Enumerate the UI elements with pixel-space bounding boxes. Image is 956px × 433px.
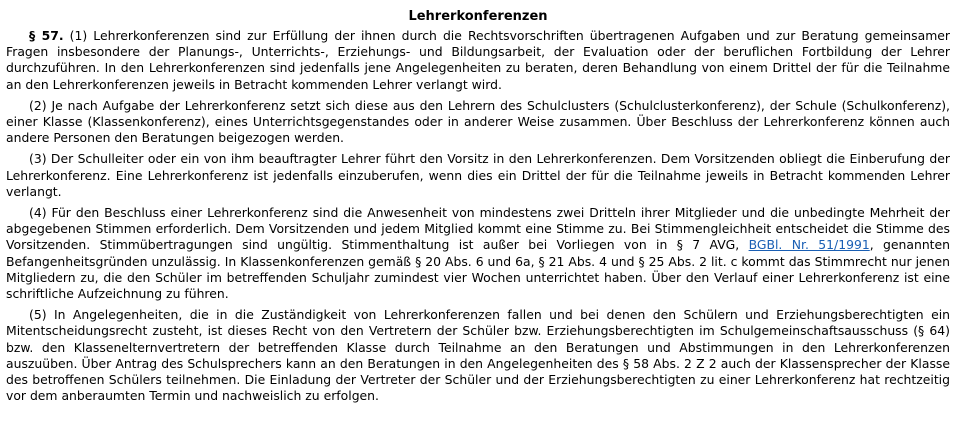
paragraph-3 — [6, 151, 950, 200]
paragraph-3-text: (3) Der Schulleiter oder ein von ihm beauftragter Lehrer führt den Vorsitz in den Lehrerkonferenzen. Dem Vorsitzenden obliegt die Einberufung der Lehrerkonferenz. Eine Lehrerkonferenz ist jedenfalls einzuberufen, wenn dies ein Drittel der für die Teilnahme jeweils in Betracht kommenden Lehrer verlangt. — [6, 151, 950, 199]
paragraph-1-text: (1) Lehrerkonferenzen sind zur Erfüllung der ihnen durch die Rechtsvorschriften übertragenen Aufgaben und zur Beratung gemeinsamer Fragen insbesondere der Planungs-, Unterrichts-, Erziehungs- und Bildungsarbeit, der Evaluation oder der beruflichen Fortbildung der Lehrer durchzuführen. In den Lehrerkonferenzen sind jedenfalls jene Angelegenheiten zu beraten, deren Behandlung von einem Drittel der für die Teilnahme an den Lehrerkonferenzen jeweils in Betracht kommenden Lehrer verlangt wird. — [6, 28, 950, 92]
paragraph-1 — [6, 28, 950, 93]
paragraph-2-text: (2) Je nach Aufgabe der Lehrerkonferenz setzt sich diese aus den Lehrern des Schulclusters (Schulclusterkonferenz), der Schule (Schulkonferenz), einer Klasse (Klassenkonferenz), eines Unterrichtsgegenstandes oder in anderer Weise zusammen. Über Beschluss der Lehrerkonferenz können auch andere Personen den Beratungen beigezogen werden. — [6, 97, 950, 146]
paragraph-4 — [6, 205, 950, 302]
paragraph-4-text-after: , genannten Befangenheitsgründen unzulässig. In Klassenkonferenzen gemäß § 20 Abs. 6 und 6a, § 21 Abs. 4 und § 25 Abs. 2 lit. c kommt das Stimmrecht nur jenen Mitgliedern zu, die den Schüler im betreffenden Schuljahr zumindest vier Wochen unterrichtet haben. Über den Verlauf einer Lehrerkonferenz ist eine schriftliche Aufzeichnung zu führen. — [6, 237, 951, 302]
paragraph-2 — [6, 98, 950, 147]
section-number: § 57. — [29, 28, 64, 43]
bgbl-link[interactable]: BGBl. Nr. 51/1991 — [748, 237, 870, 253]
paragraph-5-text: (5) In Angelegenheiten, die in die Zuständigkeit von Lehrerkonferenzen fallen und bei denen den Schülern und Erziehungsberechtigten ein Mitentscheidungsrecht zusteht, ist dieses Recht von den Vertretern der Schüler bzw. Erziehungsberechtigten im Schulgemeinschaftsausschuss (§ 64) bzw. den Klassenelternvertretern der betreffenden Klasse durch Teilnahme an den Beratungen und Abstimmungen in den Lehrerkonferenzen auszuüben. Über Antrag des Schulsprechers kann an den Beratungen in den Angelegenheiten des § 58 Abs. 2 Z 2 auch der Klassensprecher der Klasse des betroffenen Schülers teilnehmen. Die Einladung der Vertreter der Schüler und der Erziehungsberechtigten zu einer Lehrerkonferenz hat rechtzeitig vor dem anberaumten Termin und nachweislich zu erfolgen. — [6, 307, 950, 404]
paragraph-4-text-before: (4) Für den Beschluss einer Lehrerkonferenz sind die Anwesenheit von mindestens zwei Dritteln ihrer Mitglieder und die unbedingte Mehrheit der abgegebenen Stimmen erforderlich. Dem Vorsitzenden und jedem Mitglied kommt eine Stimme zu. Bei Stimmengleichheit entscheidet die Stimme des Vorsitzenden. Stimmübertragungen sind ungültig. Stimmenthaltung ist außer bei Vorliegen von in § 7 AVG, — [6, 205, 950, 253]
paragraph-5 — [6, 307, 950, 404]
document-title: Lehrerkonferenzen — [408, 9, 548, 24]
